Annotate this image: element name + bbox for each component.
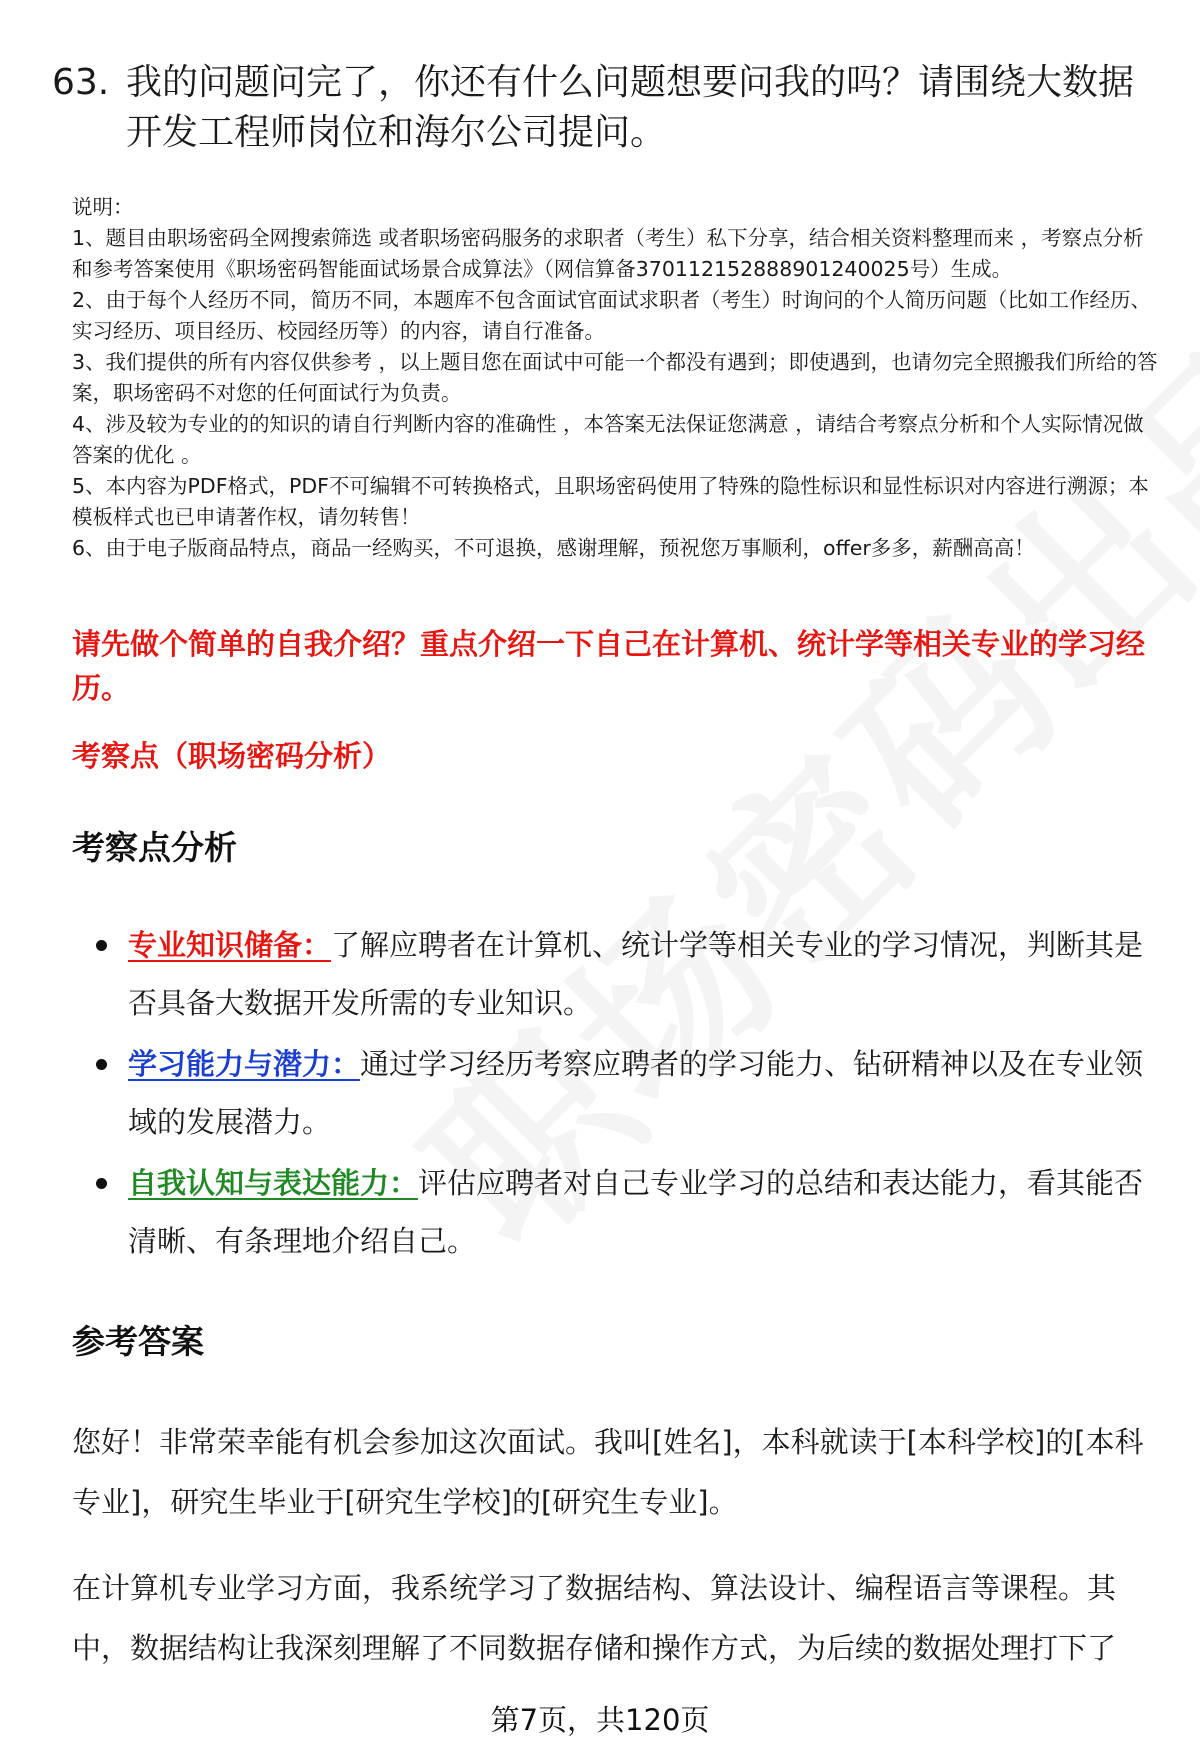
notes-section <box>72 192 1162 564</box>
bullet-dot-icon <box>96 1178 107 1189</box>
bullet-keyword: 自我认知与表达能力： <box>128 1166 419 1200</box>
analysis-list <box>72 916 1162 1273</box>
bullet-text: 了解应聘者在计算机、统计学等相关专业的学习情况，判断其是否具备大数据开发所需的专业知识。 <box>128 928 1144 1020</box>
note-item: 1、题目由职场密码全网搜索筛选 或者职场密码服务的求职者（考生）私下分享，结合相关资料整理而来 ，考察点分析和参考答案使用《职场密码智能面试场景合成算法》（网信算备370112152888901240025号）生成。 <box>72 226 1144 281</box>
notes-heading: 说明： <box>72 195 134 219</box>
analysis-heading: 考察点分析 <box>72 828 237 867</box>
question-text: 我的问题问完了，你还有什么问题想要问我的吗？请围绕大数据开发工程师岗位和海尔公司提问。 <box>126 62 1135 153</box>
analysis-bullet <box>72 1035 1162 1151</box>
question-title <box>52 58 1162 158</box>
answer-paragraph: 您好！非常荣幸能有机会参加这次面试。我叫[姓名]，本科就读于[本科学校]的[本科专业]，研究生毕业于[研究生学校]的[研究生专业]。 <box>72 1425 1144 1519</box>
note-item: 3、我们提供的所有内容仅供参考 ，以上题目您在面试中可能一个都没有遇到；即使遇到，也请勿完全照搬我们所给的答案，职场密码不对您的任何面试行为负责。 <box>72 350 1158 405</box>
kaochadian-label: 考察点（职场密码分析） <box>72 739 392 773</box>
bullet-text: 评估应聘者对自己专业学习的总结和表达能力，看其能否清晰、有条理地介绍自己。 <box>128 1166 1144 1258</box>
answer-paragraph: 在计算机专业学习方面，我系统学习了数据结构、算法设计、编程语言等课程。其中，数据结构让我深刻理解了不同数据存储和操作方式，为后续的数据处理打下了 <box>72 1571 1117 1665</box>
note-item: 6、由于电子版商品特点，商品一经购买，不可退换，感谢理解，预祝您万事顺利，offer多多，薪酬高高！ <box>72 536 1035 560</box>
note-item: 5、本内容为PDF格式，PDF不可编辑不可转换格式，且职场密码使用了特殊的隐性标识和显性标识对内容进行溯源；本模板样式也已申请著作权，请勿转售！ <box>72 474 1149 529</box>
analysis-bullet <box>72 1154 1162 1270</box>
reference-heading: 参考答案 <box>72 1322 204 1361</box>
analysis-bullet <box>72 916 1162 1032</box>
note-item: 4、涉及较为专业的的知识的请自行判断内容的准确性 ，本答案无法保证您满意 ，请结合考察点分析和个人实际情况做答案的优化 。 <box>72 412 1144 467</box>
note-item: 2、由于每个人经历不同，简历不同，本题库不包含面试官面试求职者（考生）时询问的个人简历问题（比如工作经历、实习经历、项目经历、校园经历等）的内容，请自行准备。 <box>72 288 1152 343</box>
page-footer: 第7页，共120页 <box>490 1703 710 1737</box>
question-number: 63. <box>52 62 110 103</box>
bullet-text: 通过学习经历考察应聘者的学习能力、钻研精神以及在专业领域的发展潜力。 <box>128 1047 1144 1139</box>
bullet-keyword: 学习能力与潜力： <box>128 1047 361 1081</box>
bullet-dot-icon <box>96 940 107 951</box>
bullet-keyword: 专业知识储备： <box>128 928 332 962</box>
sub-question: 请先做个简单的自我介绍？重点介绍一下自己在计算机、统计学等相关专业的学习经历。 <box>72 627 1146 705</box>
bullet-dot-icon <box>96 1059 107 1070</box>
